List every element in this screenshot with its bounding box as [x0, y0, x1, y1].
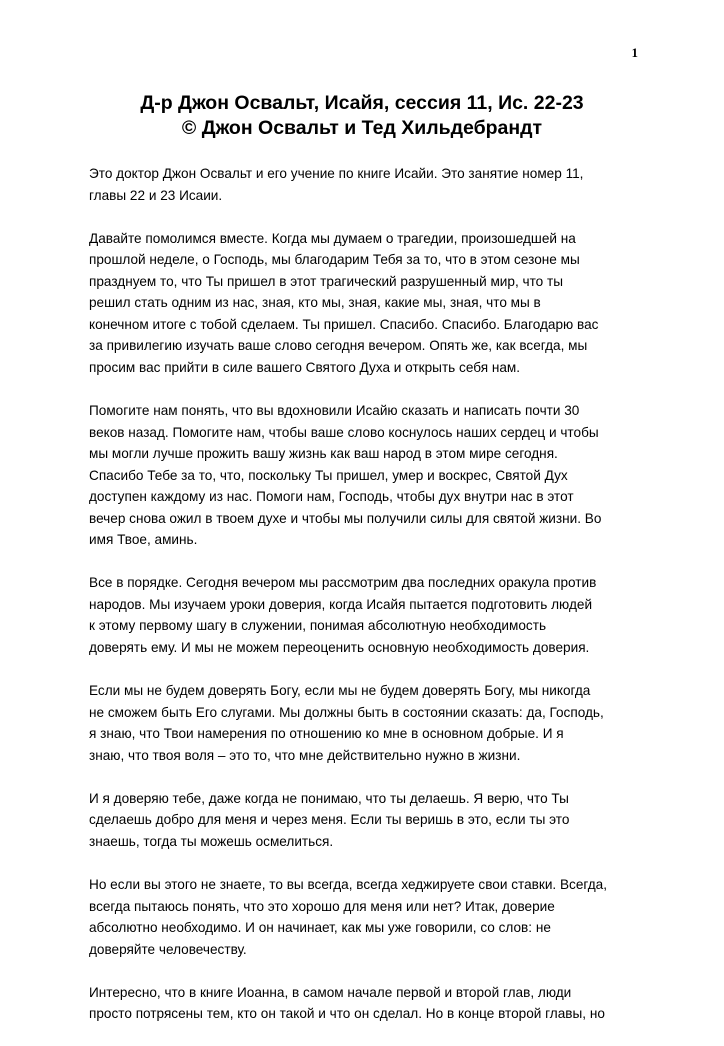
page-number: 1	[631, 45, 638, 60]
text-line: за привилегию изучать ваше слово сегодня вечером. Опять же, как всегда, мы	[89, 338, 588, 354]
paragraph	[89, 572, 649, 658]
paragraph	[89, 400, 649, 551]
text-line: Но если вы этого не знаете, то вы всегда, всегда хеджируете свои ставки. Всегда,	[89, 877, 608, 893]
text-line: Помогите нам понять, что вы вдохновили Исайю сказать и написать почти 30	[89, 403, 580, 419]
text-line: решил стать одним из нас, зная, кто мы, зная, какие мы, зная, что мы в	[89, 295, 541, 311]
text-line: Давайте помолимся вместе. Когда мы думаем о трагедии, произошедшей на	[89, 230, 576, 246]
text-line: к этому первому шагу в служении, понимая абсолютную необходимость	[89, 618, 547, 634]
text-line: доступен каждому из нас. Помоги нам, Господь, чтобы дух внутри нас в этот	[89, 489, 574, 505]
text-line: прошлой неделе, о Господь, мы благодарим Тебя за то, что в этом сезоне мы	[89, 252, 580, 268]
text-line: празднуем то, что Ты пришел в этот трагический разрушенный мир, что ты	[89, 273, 563, 289]
paragraph	[89, 228, 649, 379]
text-line: знаешь, тогда ты можешь осмелиться.	[89, 833, 334, 849]
text-line: всегда пытаюсь понять, что это хорошо для меня или нет? Итак, доверие	[89, 898, 555, 914]
text-line: конечном итоге с тобой сделаем. Ты пришел. Спасибо. Спасибо. Благодарю вас	[89, 316, 599, 332]
text-line: доверяйте человечеству.	[89, 941, 247, 957]
paragraph	[89, 874, 649, 960]
text-line: И я доверяю тебе, даже когда не понимаю, что ты делаешь. Я верю, что Ты	[89, 790, 569, 806]
text-line: доверять ему. И мы не можем переоценить основную необходимость доверия.	[89, 640, 590, 656]
text-line: Спасибо Тебе за то, что, поскольку Ты пришел, умер и воскрес, Святой Дух	[89, 467, 568, 483]
paragraph	[89, 680, 649, 766]
text-line: имя Твое, аминь.	[89, 532, 198, 548]
text-line: Интересно, что в книге Иоанна, в самом начале первой и второй глав, люди	[89, 984, 572, 1000]
text-line: не сможем быть Его слугами. Мы должны быть в состоянии сказать: да, Господь,	[89, 704, 604, 720]
title-line-1: Д-р Джон Освальт, Исайя, сессия 11, Ис. 22-23	[140, 92, 584, 114]
text-line: я знаю, что Твои намерения по отношению ко мне в основном добрые. И я	[89, 726, 564, 742]
document-body	[89, 163, 649, 1046]
text-line: вечер снова ожил в твоем духе и чтобы мы получили силы для святой жизни. Во	[89, 510, 602, 526]
text-line: просто потрясены тем, кто он такой и что он сделал. Но в конце второй главы, но	[89, 1006, 605, 1022]
paragraph	[89, 163, 649, 206]
text-line: веков назад. Помогите нам, чтобы ваше слово коснулось наших сердец и чтобы	[89, 424, 599, 440]
text-line: сделаешь добро для меня и через меня. Если ты веришь в это, если ты это	[89, 812, 570, 828]
text-line: знаю, что твоя воля – это то, что мне действительно нужно в жизни.	[89, 747, 521, 763]
text-line: народов. Мы изучаем уроки доверия, когда Исайя пытается подготовить людей	[89, 596, 593, 612]
text-line: главы 22 и 23 Исаии.	[89, 187, 223, 203]
text-line: просим вас прийти в силе вашего Святого Духа и открыть себя нам.	[89, 359, 521, 375]
text-line: Все в порядке. Сегодня вечером мы рассмотрим два последних оракула против	[89, 575, 597, 591]
text-line: абсолютно необходимо. И он начинает, как мы уже говорили, со слов: не	[89, 920, 551, 936]
text-line: мы могли лучше прожить вашу жизнь как ваш народ в этом мире сегодня.	[89, 446, 558, 462]
document-title	[60, 91, 664, 141]
text-line: Это доктор Джон Освальт и его учение по книге Исайи. Это занятие номер 11,	[89, 166, 584, 181]
paragraph	[89, 982, 649, 1025]
title-line-2: © Джон Освальт и Тед Хильдебрандт	[181, 117, 543, 139]
text-line: Если мы не будем доверять Богу, если мы не будем доверять Богу, мы никогда	[89, 683, 591, 699]
paragraph	[89, 788, 649, 853]
